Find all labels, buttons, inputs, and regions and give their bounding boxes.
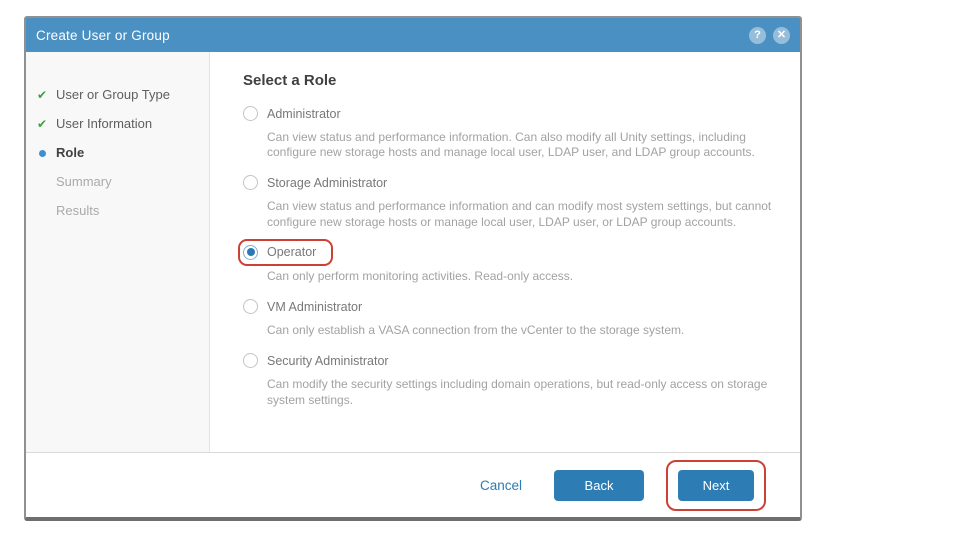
role-radio-row[interactable] bbox=[243, 106, 341, 121]
role-label: Security Administrator bbox=[267, 353, 389, 368]
step-user-information bbox=[26, 109, 209, 138]
radio-unselected-icon[interactable] bbox=[243, 353, 258, 368]
dialog-body bbox=[26, 52, 800, 452]
role-description: Can view status and performance information. Can also modify all Unity settings, including configure new storage hosts and manage local user, LDAP user, and LDAP group accounts. bbox=[267, 130, 755, 160]
role-selection-panel bbox=[210, 52, 800, 452]
next-button-annotation bbox=[666, 460, 766, 511]
step-label: Results bbox=[56, 203, 100, 218]
role-option-operator bbox=[243, 245, 774, 284]
radio-unselected-icon[interactable] bbox=[243, 299, 258, 314]
step-summary bbox=[26, 167, 209, 196]
current-step-dot-icon bbox=[35, 146, 49, 160]
check-icon: ✔ bbox=[36, 87, 48, 102]
radio-selected-icon[interactable] bbox=[243, 245, 258, 260]
close-icon[interactable]: ✕ bbox=[773, 27, 790, 44]
step-label: Role bbox=[56, 145, 85, 160]
role-label: VM Administrator bbox=[267, 299, 363, 314]
radio-unselected-icon[interactable] bbox=[243, 106, 258, 121]
next-button[interactable]: Next bbox=[678, 470, 754, 501]
dialog-title: Create User or Group bbox=[36, 27, 170, 43]
role-option-vm-administrator bbox=[243, 299, 774, 338]
role-label: Administrator bbox=[267, 106, 341, 121]
role-description: Can only establish a VASA connection from the vCenter to the storage system. bbox=[267, 323, 685, 338]
role-description: Can only perform monitoring activities. Read-only access. bbox=[267, 268, 574, 283]
help-icon[interactable]: ? bbox=[749, 27, 766, 44]
check-icon: ✔ bbox=[36, 116, 48, 131]
wizard-steps-sidebar bbox=[26, 52, 210, 452]
role-description: Can view status and performance information and can modify most system settings, but cannot configure new storage hosts or manage local user, LDAP user, or LDAP group accounts. bbox=[267, 199, 772, 229]
dialog-titlebar bbox=[26, 18, 800, 52]
role-option-storage-administrator bbox=[243, 175, 774, 229]
role-radio-row[interactable] bbox=[243, 299, 362, 314]
role-radio-row[interactable] bbox=[243, 353, 389, 368]
role-radio-row[interactable] bbox=[243, 175, 387, 190]
step-label: Summary bbox=[56, 174, 112, 189]
step-results bbox=[26, 196, 209, 225]
dialog-footer bbox=[26, 452, 800, 517]
panel-heading: Select a Role bbox=[243, 72, 337, 89]
step-role bbox=[26, 138, 209, 167]
radio-unselected-icon[interactable] bbox=[243, 175, 258, 190]
back-button[interactable]: Back bbox=[554, 470, 644, 501]
role-label: Storage Administrator bbox=[267, 175, 388, 190]
step-label: User or Group Type bbox=[56, 87, 170, 102]
role-description: Can modify the security settings including domain operations, but read-only access on storage system settings. bbox=[267, 377, 768, 407]
create-user-or-group-dialog bbox=[24, 16, 802, 521]
role-label: Operator bbox=[267, 245, 317, 260]
step-label: User Information bbox=[56, 116, 153, 131]
cancel-button[interactable]: Cancel bbox=[479, 477, 522, 493]
step-user-or-group-type bbox=[26, 80, 209, 109]
role-radio-row-highlighted[interactable] bbox=[238, 239, 333, 266]
role-option-security-administrator bbox=[243, 353, 774, 407]
role-option-administrator bbox=[243, 106, 774, 160]
